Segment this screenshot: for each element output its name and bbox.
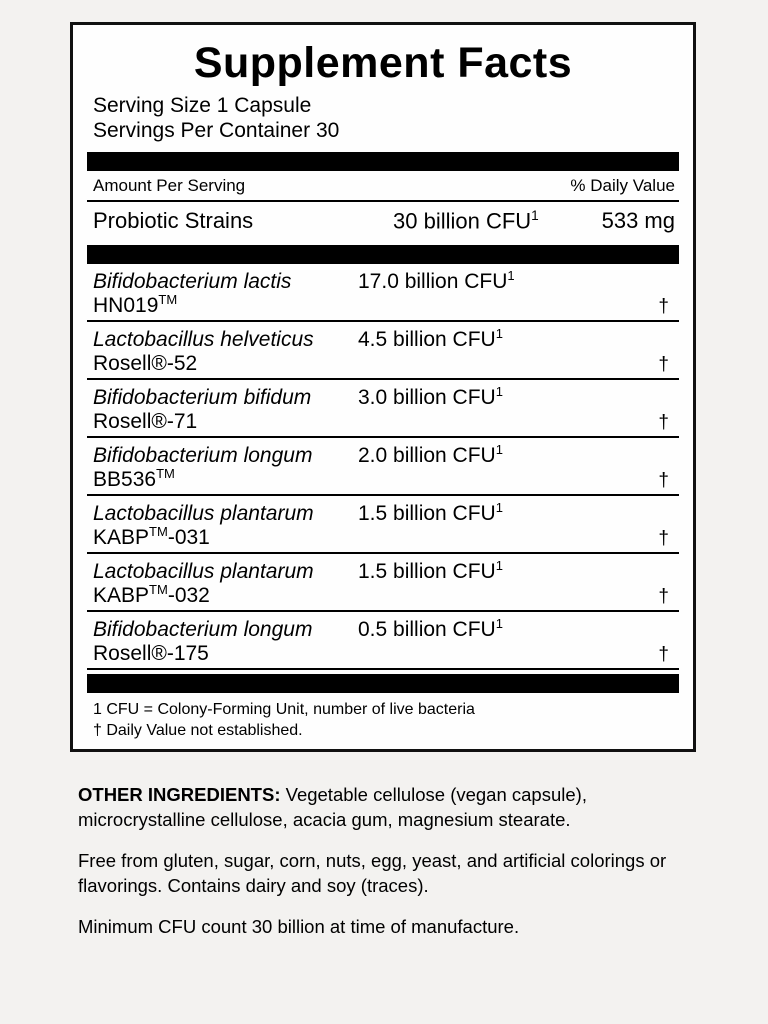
- strain-amount: 4.5 billion CFU$^1$: [358, 326, 503, 352]
- strain-code: Rosell®-52: [93, 352, 198, 376]
- trademark-mark: TM: [149, 524, 168, 540]
- strain-daily-value: †: [658, 586, 669, 608]
- footnote-marker: 1: [531, 208, 539, 223]
- panel-title: Supplement Facts: [193, 39, 573, 87]
- strain-daily-value: †: [658, 296, 669, 318]
- strain-list: [87, 264, 679, 670]
- list-item: [87, 554, 679, 612]
- list-item: [87, 380, 679, 438]
- strain-amount: 17.0 billion CFU$^1$: [358, 268, 515, 294]
- trademark-mark: TM: [158, 292, 178, 308]
- other-ingredients-text: Vegetable cellulose (vegan capsule), microcrystalline cellulose, acacia gum, magnesium stearate.: [78, 784, 587, 830]
- footnote-marker: 1: [495, 326, 503, 342]
- strain-daily-value: †: [658, 644, 669, 666]
- main-nutrient-daily-value: 533 mg: [601, 208, 675, 234]
- daily-value-header: % Daily Value: [570, 176, 675, 195]
- strain-amount: 0.5 billion CFU$^1$: [358, 616, 503, 642]
- other-ingredients-label: OTHER INGREDIENTS:: [78, 784, 281, 805]
- trademark-mark: TM: [149, 582, 168, 598]
- strain-daily-value: †: [658, 412, 669, 434]
- free-from-paragraph: Free from gluten, sugar, corn, nuts, egg, yeast, and artificial colorings or flavorings. Contains dairy and soy (traces).: [78, 850, 667, 896]
- footnote-marker: 1: [495, 500, 503, 516]
- footnote-marker: 1: [495, 616, 503, 632]
- rule-thick-middle: [87, 245, 679, 264]
- footnote-marker: 1: [495, 384, 503, 400]
- list-item: [87, 438, 679, 496]
- main-nutrient-row: [87, 202, 679, 240]
- strain-species: Lactobacillus helveticus: [93, 328, 314, 352]
- strain-daily-value: †: [658, 470, 669, 492]
- footnote-marker: 1: [495, 558, 503, 574]
- strain-amount: 2.0 billion CFU$^1$: [358, 442, 503, 468]
- strain-code: BB536™: [93, 466, 175, 492]
- minimum-cfu-paragraph: Minimum CFU count 30 billion at time of manufacture.: [78, 916, 520, 937]
- strain-species: Bifidobacterium lactis: [93, 270, 292, 294]
- strain-daily-value: †: [658, 354, 669, 376]
- strain-amount: 1.5 billion CFU$^1$: [358, 500, 503, 526]
- main-nutrient-name: Probiotic Strains: [93, 208, 254, 234]
- strain-species: Bifidobacterium longum: [93, 618, 313, 642]
- supplement-facts-panel: [70, 22, 696, 752]
- list-item: [87, 612, 679, 670]
- serving-size: Serving Size 1 Capsule: [93, 94, 312, 117]
- strain-code: KABP™-031: [93, 524, 210, 550]
- servings-per-container: Servings Per Container 30: [93, 119, 340, 142]
- footnote-marker: 1: [507, 268, 515, 284]
- trademark-mark: TM: [156, 466, 175, 482]
- main-nutrient-amount: 30 billion CFU$^1$: [393, 208, 539, 234]
- footnote-marker: 1: [495, 442, 503, 458]
- column-headers: [87, 171, 679, 202]
- rule-thick-bottom: [87, 674, 679, 693]
- lower-text-block: [78, 782, 703, 955]
- other-ingredients-paragraph: [78, 782, 703, 832]
- amount-per-serving-header: Amount Per Serving: [93, 176, 246, 195]
- strain-species: Bifidobacterium longum: [93, 444, 313, 468]
- strain-amount: 3.0 billion CFU$^1$: [358, 384, 503, 410]
- footnote-cfu: 1 CFU = Colony-Forming Unit, number of live bacteria: [93, 701, 475, 719]
- strain-species: Lactobacillus plantarum: [93, 502, 314, 526]
- strain-code: KABP™-032: [93, 582, 210, 608]
- list-item: [87, 496, 679, 554]
- list-item: [87, 264, 679, 322]
- strain-code: Rosell®-175: [93, 642, 209, 666]
- footnote-daily-value: † Daily Value not established.: [93, 722, 303, 740]
- strain-code: Rosell®-71: [93, 410, 198, 434]
- rule-thick-top: [87, 152, 679, 171]
- strain-code: HN019™: [93, 292, 178, 318]
- strain-amount: 1.5 billion CFU$^1$: [358, 558, 503, 584]
- strain-species: Lactobacillus plantarum: [93, 560, 314, 584]
- list-item: [87, 322, 679, 380]
- strain-daily-value: †: [658, 528, 669, 550]
- strain-species: Bifidobacterium bifidum: [93, 386, 312, 410]
